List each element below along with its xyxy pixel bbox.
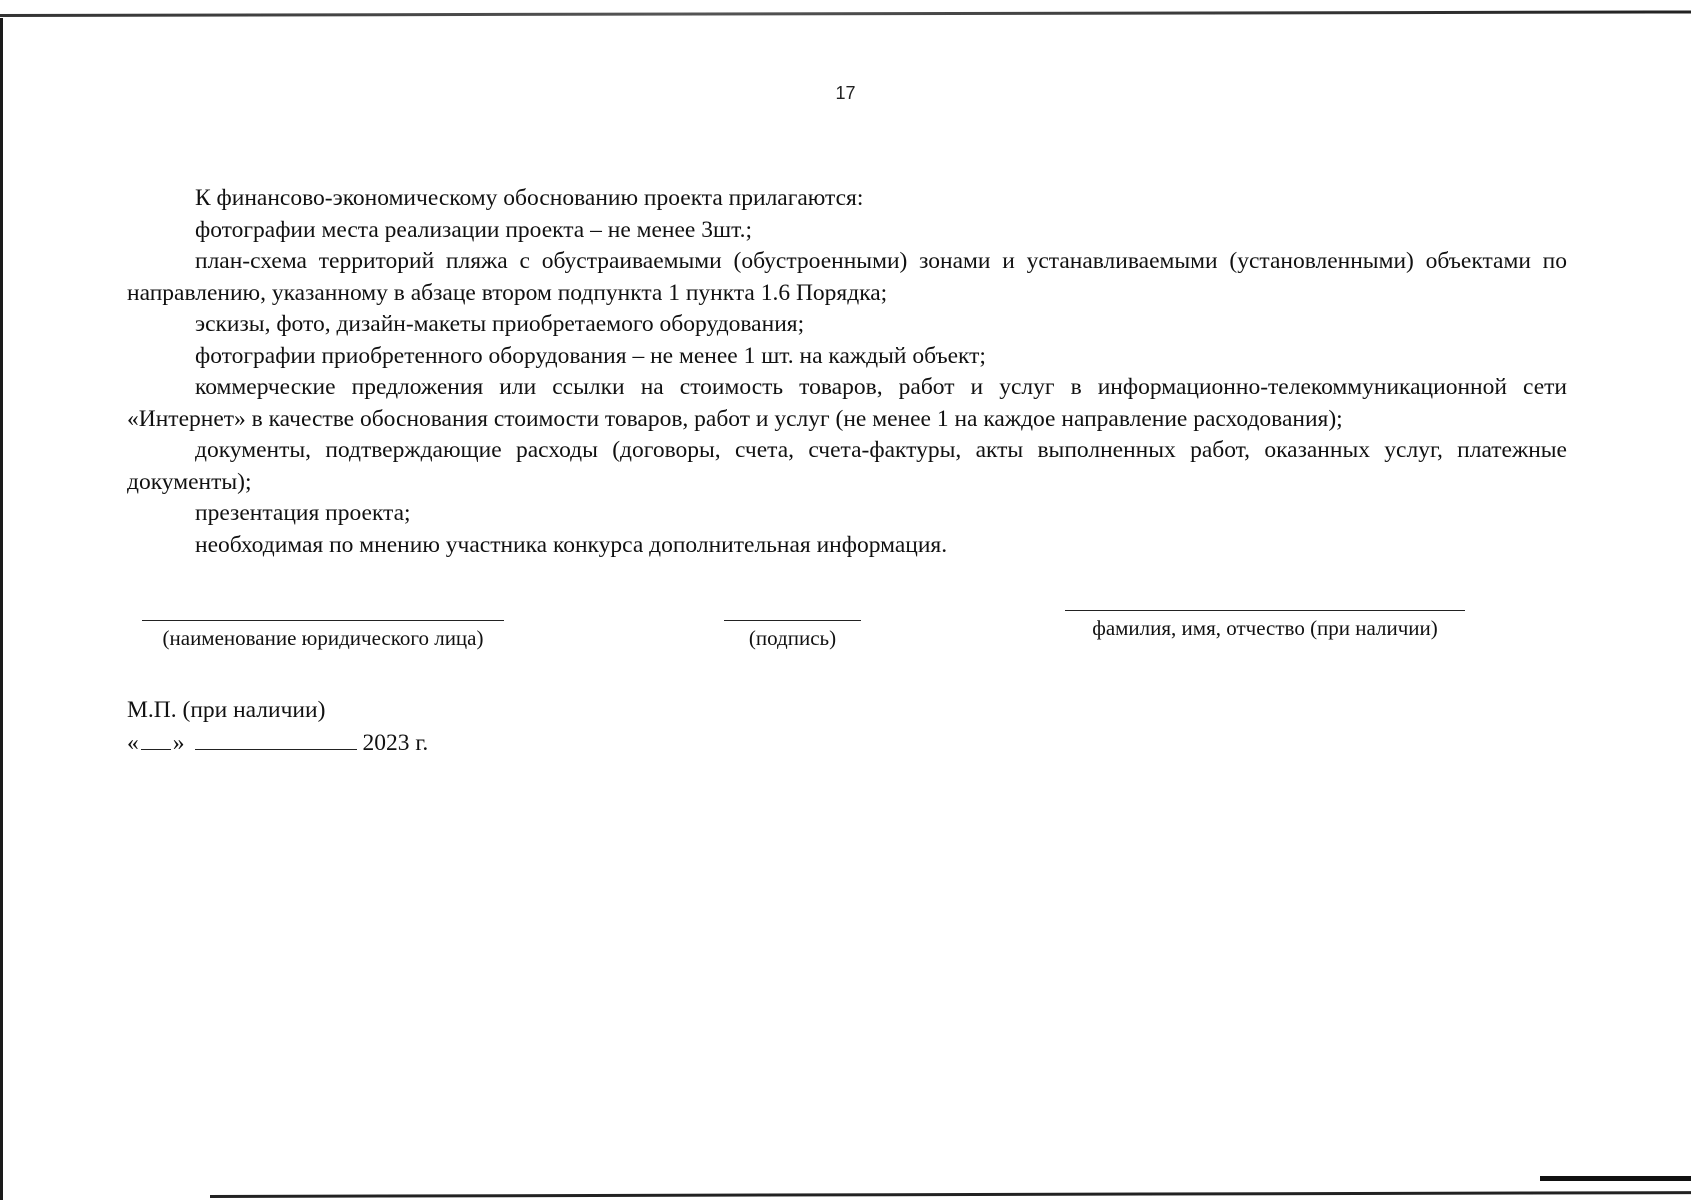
signature-block [724, 620, 861, 651]
list-item-equipment-photos: фотографии приобретенного оборудования – не менее 1 шт. на каждый объект; [195, 342, 986, 369]
scan-border-bottom-right [1540, 1176, 1691, 1181]
date-year: 2023 г. [362, 730, 429, 756]
list-item-beach-plan: план-схема территорий пляжа с обустраиваемыми (обустроенными) зонами и устанавливаемыми (установленными) объектами по направлению, указанному в абзаце втором подпункта 1 пункта 1.6 Порядка; [127, 248, 1567, 306]
attachments-list [127, 183, 1567, 561]
page-number: 17 [835, 83, 856, 103]
signature-caption: (подпись) [748, 626, 837, 650]
full-name-line [1065, 610, 1465, 611]
date-line [127, 729, 428, 757]
signature-line [724, 620, 861, 621]
scan-border-top [0, 10, 1691, 17]
full-name-signature-block [1065, 610, 1465, 641]
intro-paragraph: К финансово-экономическому обоснованию проекта прилагаются: [195, 185, 864, 211]
month-blank-line [195, 729, 357, 750]
full-name-caption: фамилия, имя, отчество (при наличии) [1092, 616, 1438, 640]
list-item-commercial-offers: коммерческие предложения или ссылки на стоимость товаров, работ и услуг в информационно-телекоммуникационной сети «Интернет» в качестве обоснования стоимости товаров, работ и услуг (не менее 1 на каждое направление расходования); [127, 374, 1567, 432]
entity-name-line [142, 620, 504, 621]
stamp-label: М.П. (при наличии) [127, 697, 326, 723]
list-item-additional-info: необходимая по мнению участника конкурса дополнительная информация. [195, 531, 948, 558]
list-item-expense-documents: документы, подтверждающие расходы (договоры, счета, счета-фактуры, акты выполненных работ, оказанных услуг, платежные документы); [127, 437, 1567, 495]
entity-name-caption: (наименование юридического лица) [162, 626, 484, 650]
signature-row [0, 616, 1691, 680]
list-item-presentation: презентация проекта; [195, 500, 411, 526]
list-item-sketches: эскизы, фото, дизайн-макеты приобретаемого оборудования; [195, 311, 805, 337]
day-blank-line [141, 729, 171, 750]
date-close-quote: » [172, 730, 185, 756]
list-item-site-photos: фотографии места реализации проекта – не менее 3шт.; [195, 216, 752, 243]
date-open-quote: « [127, 730, 139, 756]
scan-border-bottom [210, 1191, 1691, 1198]
entity-signature-block [142, 620, 504, 651]
scan-border-left [0, 18, 3, 1200]
